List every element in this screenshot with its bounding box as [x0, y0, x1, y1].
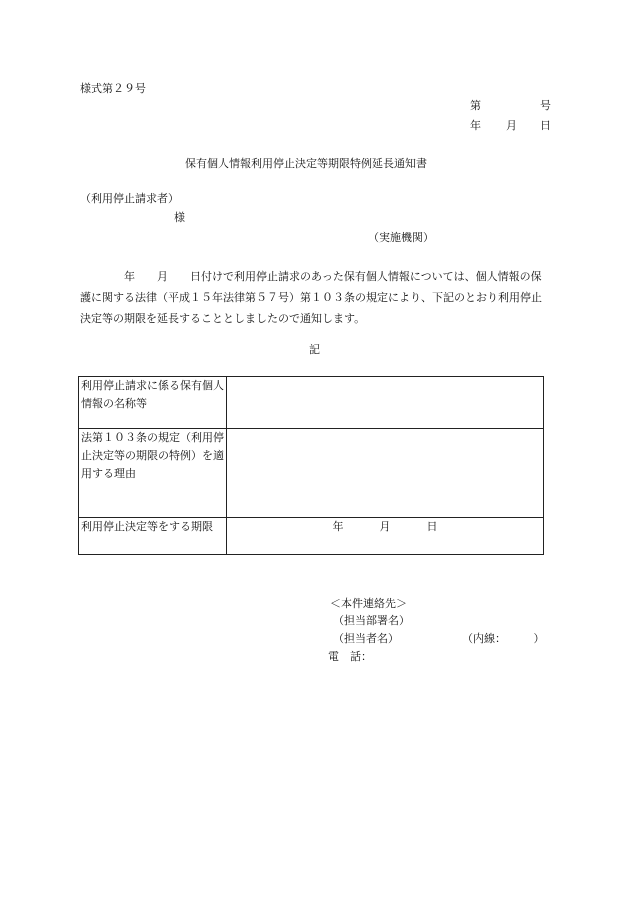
recipient-label: （利用停止請求者） [80, 192, 179, 205]
row1-label: 利用停止請求に係る保有個人情報の名称等 [79, 377, 227, 429]
contact-department: （担当部署名） [333, 614, 410, 627]
row3-month: 月 [379, 520, 391, 533]
details-table [78, 376, 544, 555]
table-row [79, 429, 544, 518]
sender-label: （実施機関） [368, 231, 434, 244]
row3-day: 日 [426, 520, 438, 533]
body-text: 日付けで利用停止請求のあった保有個人情報については、個人情報の保護に関する法律（平成１５年法律第５７号）第１０３条の規定により、下記のとおり利用停止決定等の期限を延長することとしましたので通知します。 [80, 270, 542, 325]
body-paragraph [80, 266, 550, 329]
body-year: 年 [124, 270, 135, 283]
table-row [79, 377, 544, 429]
row2-value [227, 429, 544, 518]
row2-label: 法第１０３条の規定（利用停止決定等の期限の特例）を適用する理由 [79, 429, 227, 518]
document-title: 保有個人情報利用停止決定等期限特例延長通知書 [185, 157, 427, 170]
row3-date [227, 518, 544, 555]
table-row [79, 518, 544, 555]
form-number: 様式第２９号 [80, 82, 146, 95]
row1-value [227, 377, 544, 429]
date-year: 年 [470, 119, 481, 132]
body-month: 月 [157, 270, 168, 283]
contact-phone: 電 話： [328, 650, 372, 663]
contact-title: ＜本件連絡先＞ [330, 597, 407, 610]
document-number-suffix: 号 [540, 99, 551, 112]
contact-extension: （内線： ） [462, 632, 545, 645]
document-number-label: 第 [470, 99, 481, 112]
date-month: 月 [506, 119, 517, 132]
date-day: 日 [540, 119, 551, 132]
recipient-honorific: 様 [174, 211, 185, 224]
row3-label: 利用停止決定等をする期限 [79, 518, 227, 555]
row3-year: 年 [332, 520, 344, 533]
ki-label: 記 [309, 343, 320, 356]
contact-person: （担当者名） [333, 632, 399, 645]
